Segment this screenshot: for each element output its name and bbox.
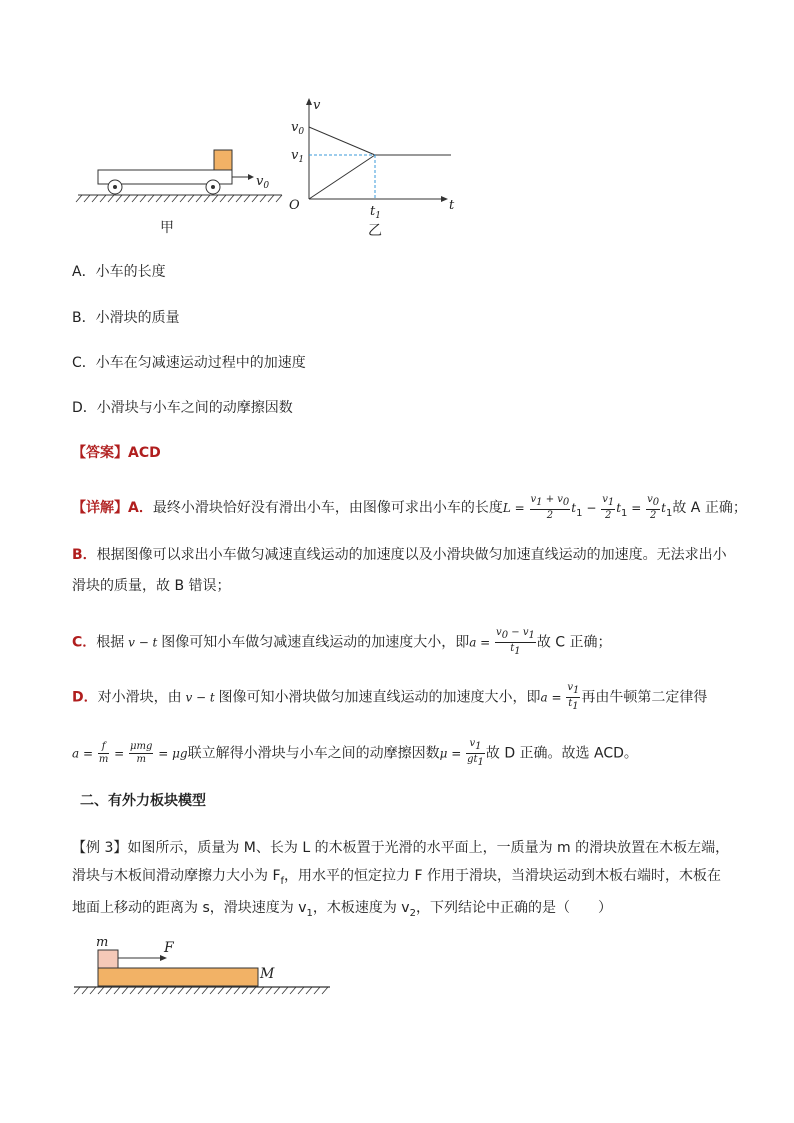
label-F: F [164, 940, 174, 956]
origin-label: O [289, 198, 300, 213]
tick-v1-label: v [291, 148, 299, 163]
example3-line3: 地面上移动的距离为 s，滑块速度为 $v_1$，木板速度为 $v_2$，下列结论中正确的是（ ） [72, 900, 612, 919]
svg-text:t1: $t_1$ [370, 204, 381, 221]
block-vt-line [309, 155, 375, 199]
svg-text:v0: $v_0$ [256, 174, 270, 191]
example3-line1: 【例 3】如图所示，质量为 M、长为 L 的木板置于光滑的水平面上，一质量为 m 的滑块放置在木板左端， [72, 840, 730, 856]
label-M: M [260, 966, 275, 982]
axis-v-label: v [313, 98, 321, 113]
option-d[interactable]: D．小滑块与小车之间的动摩擦因数 [72, 400, 293, 416]
plank [98, 968, 258, 986]
section2-title: 二、有外力板块模型 [80, 793, 206, 809]
option-a[interactable]: A．小车的长度 [72, 264, 166, 280]
slider-block [98, 950, 118, 968]
figure-jia-label: 甲 [160, 220, 174, 236]
example3-label: 【例 3】 [72, 840, 128, 856]
figure-yi-label: 乙 [368, 223, 382, 239]
axis-t-label: t [449, 198, 455, 213]
label-m: m [96, 935, 109, 950]
detail-b-line2: 滑块的质量，故 B 错误； [72, 578, 231, 594]
cart-vt-line [309, 127, 375, 155]
small-block [214, 150, 232, 170]
figure-cart [70, 140, 290, 240]
option-b[interactable]: B．小滑块的质量 [72, 310, 180, 326]
detail-a: 【详解】A．最终小滑块恰好没有滑出小车，由图像可求出小车的长度L = $\frac{v_1 + v_0}{2}$ $t_1$ − $\frac{v_1}{2}$ $t_1$ = $\frac{v_0}{2}$ $t_1$故 A 正确； [72, 494, 747, 521]
tick-t1-label: t [370, 204, 376, 219]
detail-b-line1: B．根据图像可以求出小车做匀减速直线运动的加速度以及小滑块做匀加速直线运动的加速度。无法求出小 [72, 547, 727, 563]
example3-line2: 滑块与木板间滑动摩擦力大小为 $F_f$，用水平的恒定拉力 F 作用于滑块，当滑块运动到木板右端时，木板在 [72, 868, 721, 887]
detail-e: a = $\frac{f}{m}$ = $\frac{\text{μmg}}{m}$ = μg联立解得小滑块与小车之间的动摩擦因数μ = $\frac{v_1}{gt_1}$ 故 D 正确。故选 ACD。 [72, 738, 638, 768]
tick-v0-label: v [291, 120, 299, 135]
figure-vt-graph [285, 95, 465, 240]
svg-text:v0: $v_0$ [291, 120, 305, 137]
figure-plank [70, 930, 340, 1000]
answer-value: ACD [128, 445, 161, 461]
answer-line [72, 443, 161, 463]
detail-c: C．根据 v − t 图像可知小车做匀减速直线运动的加速度大小，即a = $\frac{v_0 - v_1}{t_1}$ 故 C 正确； [72, 627, 612, 657]
cart-v-label: v [256, 174, 264, 189]
detail-d: D．对小滑块，由 v − t 图像可知小滑块做匀加速直线运动的加速度大小，即a = $\frac{v_1}{t_1}$ 再由牛顿第二定律得 [72, 682, 708, 712]
detail-label: 【详解】 [72, 500, 128, 516]
option-c[interactable]: C．小车在匀减速运动过程中的加速度 [72, 355, 306, 371]
answer-label: 【答案】 [72, 445, 128, 461]
svg-text:v1: $v_1$ [291, 148, 305, 165]
